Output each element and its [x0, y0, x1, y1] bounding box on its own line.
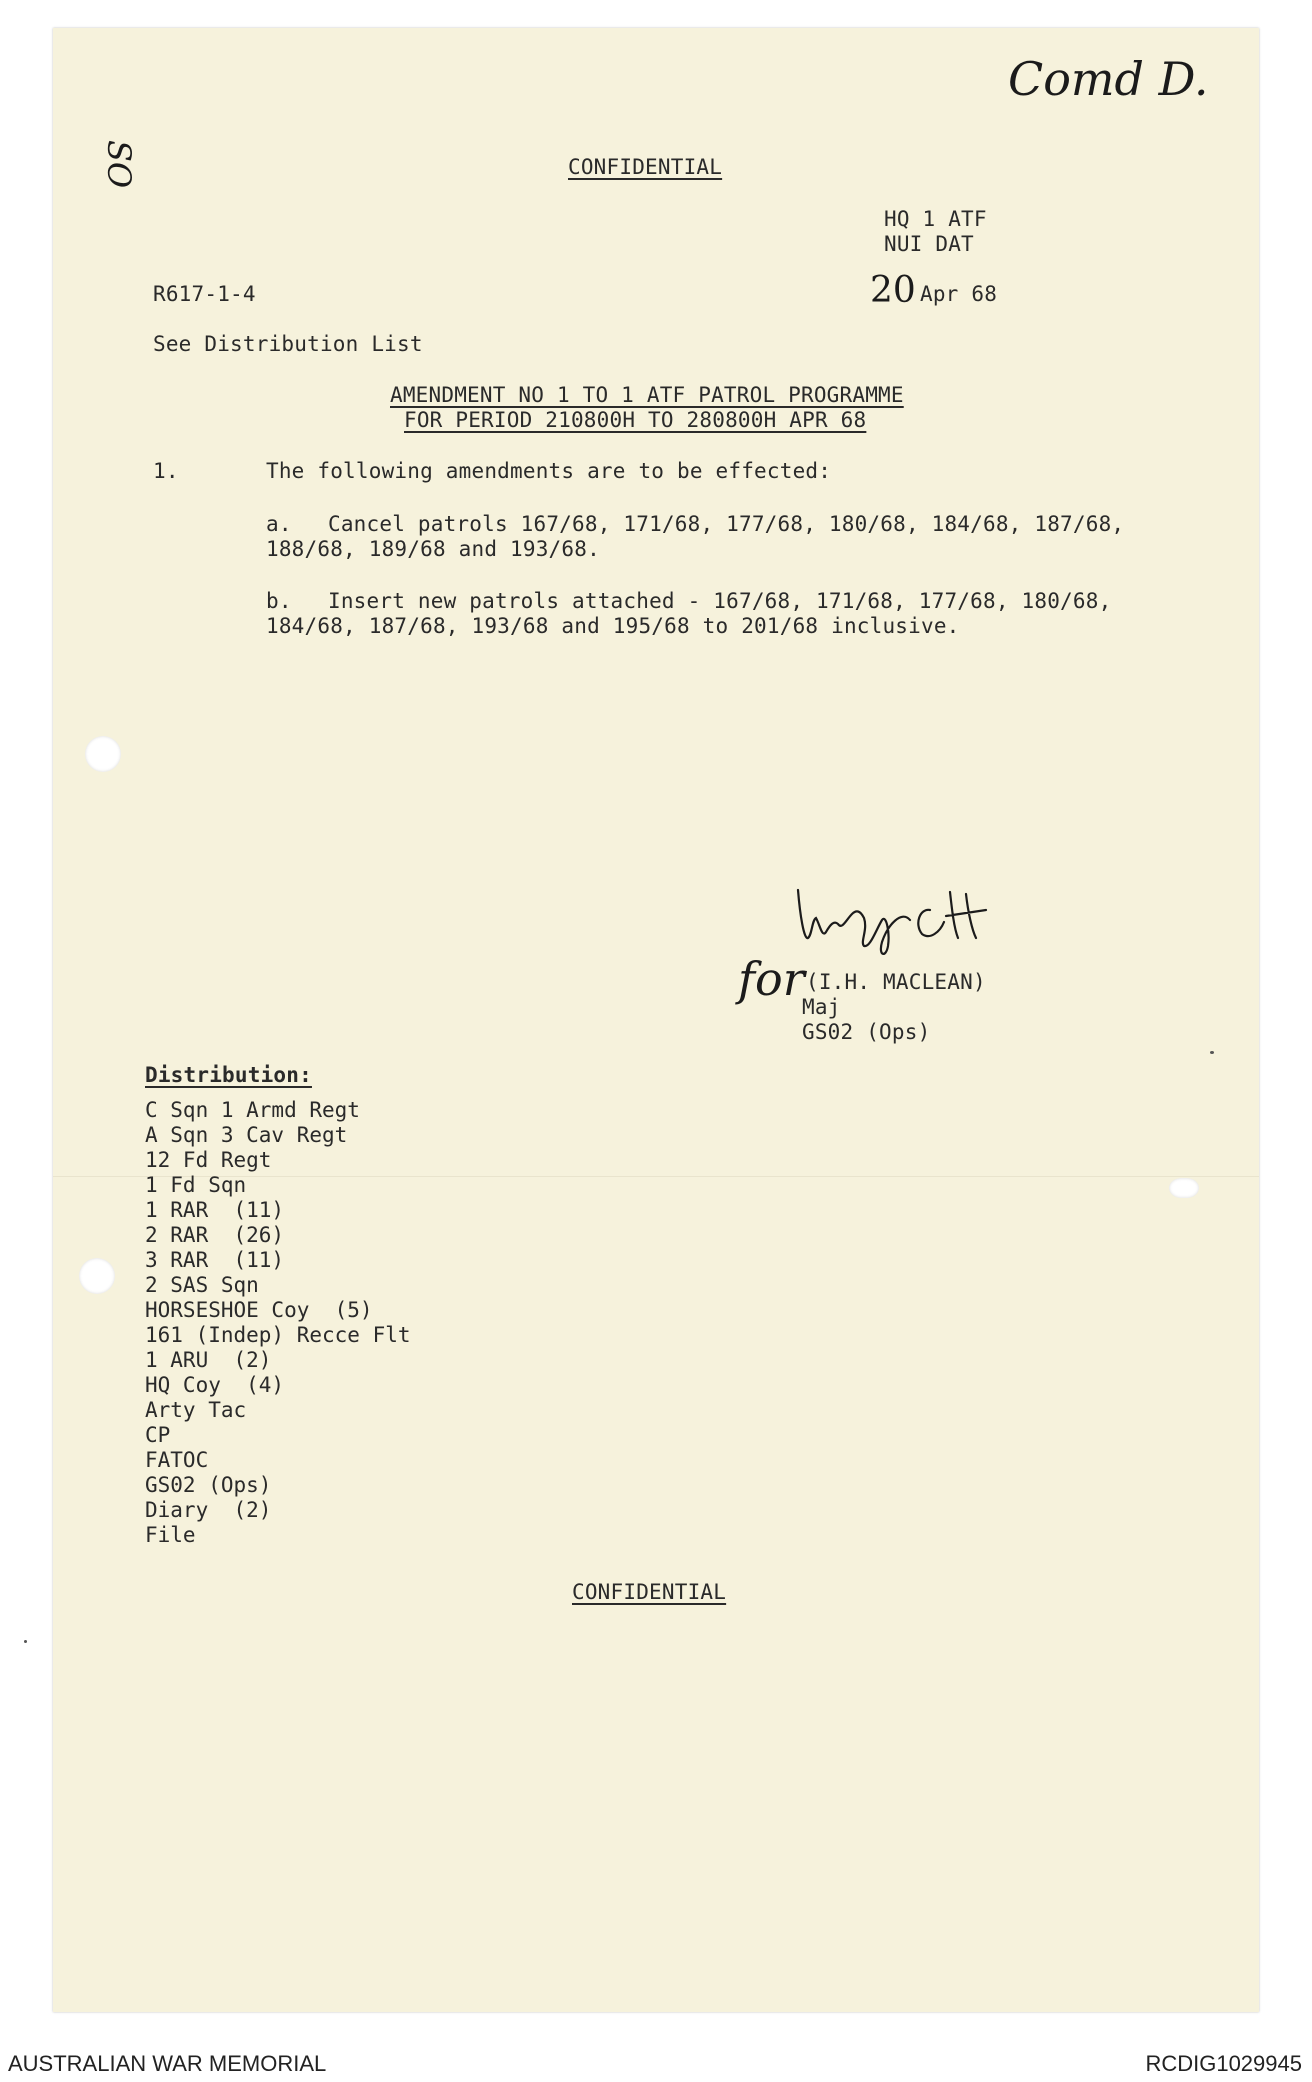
list-item: GS02 (Ops) — [145, 1473, 272, 1497]
list-item: 161 (Indep) Recce Flt — [145, 1323, 411, 1347]
document-title-line-1: AMENDMENT NO 1 TO 1 ATF PATROL PROGRAMME — [390, 383, 904, 407]
handwritten-date-day: 20 — [870, 270, 916, 311]
list-item: 12 Fd Regt — [145, 1148, 272, 1172]
item-b-label: b. — [266, 589, 292, 613]
paragraph-number: 1. — [153, 459, 179, 483]
list-item: C Sqn 1 Armd Regt — [145, 1098, 360, 1122]
list-item: File — [145, 1523, 196, 1547]
item-b-line-1: Insert new patrols attached - 167/68, 171/68, 177/68, 180/68, — [328, 589, 1112, 613]
handwritten-for-mark: for — [738, 952, 805, 1006]
list-item: 1 ARU (2) — [145, 1348, 272, 1372]
item-b-line-2: 184/68, 187/68, 193/68 and 195/68 to 201/68 inclusive. — [266, 614, 960, 638]
list-item: Arty Tac — [145, 1398, 247, 1422]
item-a-line-2: 188/68, 189/68 and 193/68. — [266, 537, 600, 561]
list-item: HORSESHOE Coy (5) — [145, 1298, 373, 1322]
list-item: HQ Coy (4) — [145, 1373, 285, 1397]
paper-speck — [24, 1640, 27, 1643]
paper-speck — [1210, 1051, 1214, 1054]
item-a-line-1: Cancel patrols 167/68, 171/68, 177/68, 180/68, 184/68, 187/68, — [328, 512, 1125, 536]
classification-bottom: CONFIDENTIAL — [572, 1580, 727, 1604]
hq-line-1: HQ 1 ATF — [884, 207, 987, 231]
item-a-label: a. — [266, 512, 292, 536]
handwritten-corner-note: Comd D. — [1008, 52, 1209, 106]
distribution-list — [145, 1098, 411, 1548]
list-item: 2 RAR (26) — [145, 1223, 285, 1247]
list-item: A Sqn 3 Cav Regt — [145, 1123, 348, 1147]
list-item: Diary (2) — [145, 1498, 272, 1522]
signatory-name: (I.H. MACLEAN) — [806, 970, 986, 994]
list-item: 1 RAR (11) — [145, 1198, 285, 1222]
handwritten-signature — [790, 880, 1040, 960]
date-month-year: Apr 68 — [920, 282, 998, 306]
list-item: CP — [145, 1423, 171, 1447]
edge-nick — [1169, 1178, 1199, 1198]
file-reference: R617-1-4 — [153, 282, 256, 306]
classification-top: CONFIDENTIAL — [568, 155, 723, 179]
list-item: 3 RAR (11) — [145, 1248, 285, 1272]
archive-footer-left: AUSTRALIAN WAR MEMORIAL — [8, 2051, 327, 2076]
archive-footer-right: RCDIG1029945 — [1145, 2051, 1302, 2076]
addressee: See Distribution List — [153, 332, 423, 356]
signatory-rank: Maj — [802, 995, 841, 1019]
document-page — [53, 28, 1259, 2012]
handwritten-margin-mark: SO — [100, 140, 138, 189]
punch-hole — [79, 1258, 115, 1294]
document-title-line-2: FOR PERIOD 210800H TO 280800H APR 68 — [404, 408, 867, 432]
punch-hole — [85, 736, 121, 772]
hq-line-2: NUI DAT — [884, 232, 974, 256]
list-item: 2 SAS Sqn — [145, 1273, 259, 1297]
list-item: FATOC — [145, 1448, 209, 1472]
signatory-appointment: GS02 (Ops) — [802, 1020, 931, 1044]
distribution-heading: Distribution: — [145, 1063, 312, 1087]
paragraph-text: The following amendments are to be effected: — [266, 459, 832, 483]
list-item: 1 Fd Sqn — [145, 1173, 247, 1197]
